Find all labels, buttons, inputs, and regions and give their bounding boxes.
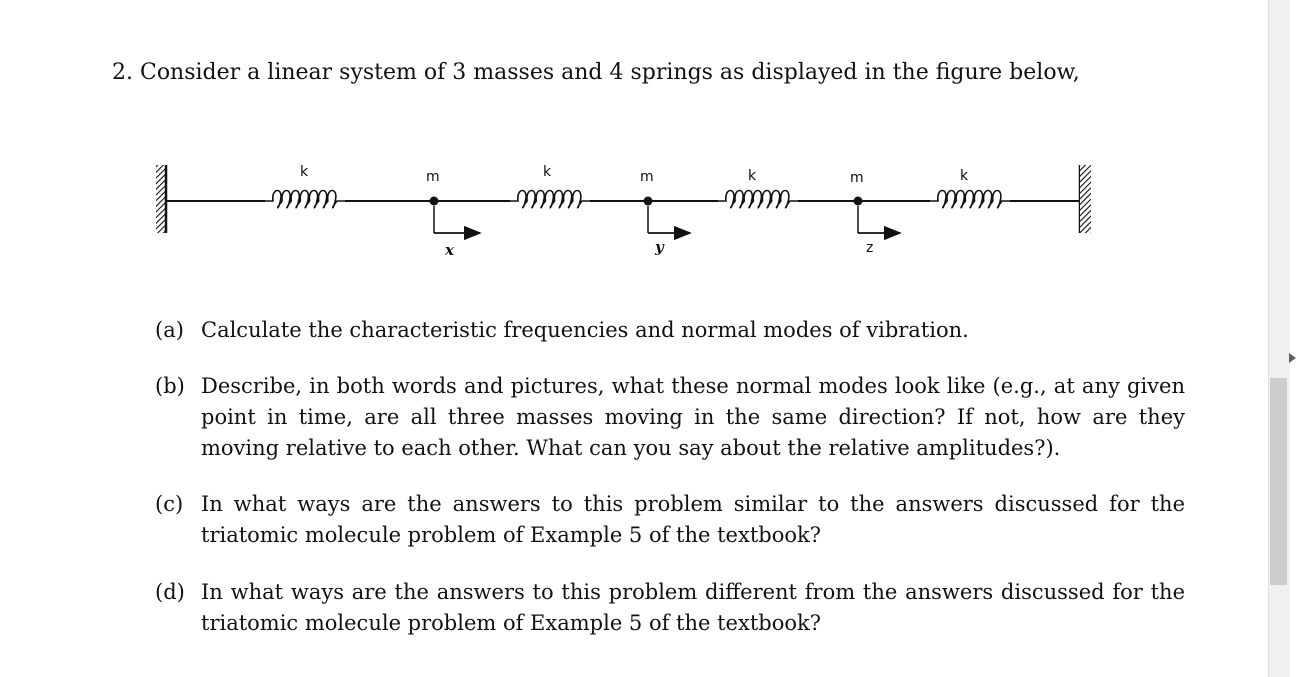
part-d [155, 577, 1185, 639]
problem-statement: 2. Consider a linear system of 3 masses and 4 springs as displayed in the figure below, [112, 60, 1080, 85]
spring-mass-figure [150, 155, 1110, 265]
part-b-label: (b) [155, 374, 185, 398]
mass-3 [854, 197, 863, 206]
mass-1 [430, 197, 439, 206]
mass-2 [644, 197, 653, 206]
part-c-label: (c) [155, 492, 184, 516]
part-b [155, 371, 1185, 464]
right-gutter [1290, 0, 1309, 677]
mass-label-1: m [426, 169, 440, 185]
spring-label-1: k [300, 164, 309, 180]
part-c-text: In what ways are the answers to this problem similar to the answers discussed for the triatomic molecule problem of Example 5 of the textbook? [201, 492, 1185, 547]
displacement-arrow-y [648, 206, 690, 233]
part-d-label: (d) [155, 580, 185, 604]
spring-1 [265, 191, 345, 208]
part-b-text: Describe, in both words and pictures, what these normal modes look like (e.g., at any given point in time, are all three masses moving in the same direction? If not, how are they moving relative to each other. What can you say about the relative amplitudes?). [201, 374, 1185, 460]
spring-mass-diagram [150, 155, 1110, 265]
part-d-text: In what ways are the answers to this problem different from the answers discussed for the triatomic molecule problem of Example 5 of the textbook? [201, 580, 1185, 635]
spring-3 [718, 191, 798, 208]
scrollbar-thumb[interactable] [1270, 378, 1287, 585]
spring-label-4: k [960, 168, 969, 184]
displacement-label-y: y [655, 238, 664, 256]
part-a-label: (a) [155, 318, 184, 342]
mass-label-3: m [850, 170, 864, 186]
part-a [155, 315, 1185, 346]
displacement-label-x: x [445, 241, 454, 259]
displacement-arrow-z [858, 206, 900, 233]
part-a-text: Calculate the characteristic frequencies and normal modes of vibration. [201, 318, 969, 342]
displacement-label-z: z [866, 240, 874, 256]
displacement-arrow-x [434, 206, 480, 233]
left-wall [156, 165, 166, 233]
right-wall [1080, 165, 1091, 233]
spring-2 [510, 191, 590, 208]
spring-label-3: k [748, 168, 757, 184]
part-c [155, 489, 1185, 551]
mass-label-2: m [640, 169, 654, 185]
spring-4 [930, 191, 1010, 208]
expand-arrow-icon[interactable] [1289, 353, 1296, 363]
spring-label-2: k [543, 164, 552, 180]
